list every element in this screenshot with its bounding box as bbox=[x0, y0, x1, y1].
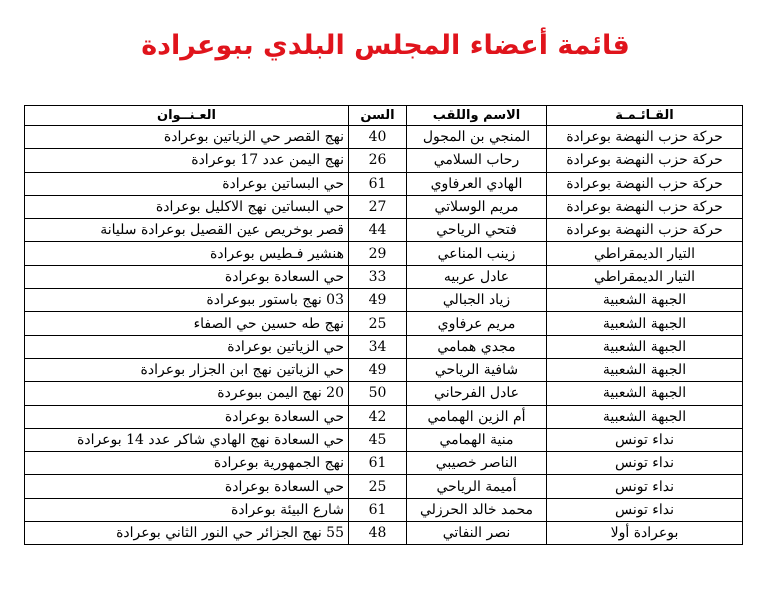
cell-address: نهج القصر حي الزياتين بوعرادة bbox=[25, 126, 349, 149]
cell-age: 42 bbox=[349, 405, 407, 428]
cell-list: الجبهة الشعبية bbox=[547, 335, 743, 358]
cell-name: نصر النفاتي bbox=[407, 522, 547, 545]
cell-list: التيار الديمقراطي bbox=[547, 265, 743, 288]
table-row bbox=[25, 475, 743, 498]
table-row bbox=[25, 522, 743, 545]
cell-age: 27 bbox=[349, 195, 407, 218]
cell-age: 40 bbox=[349, 126, 407, 149]
cell-address: 20 نهج اليمن ببوعردة bbox=[25, 382, 349, 405]
cell-age: 61 bbox=[349, 172, 407, 195]
table-header-row bbox=[25, 106, 743, 126]
cell-address: نهج الجمهورية بوعرادة bbox=[25, 452, 349, 475]
cell-age: 25 bbox=[349, 312, 407, 335]
cell-list: الجبهة الشعبية bbox=[547, 312, 743, 335]
table-row bbox=[25, 498, 743, 521]
cell-address: شارع البيئة بوعرادة bbox=[25, 498, 349, 521]
cell-address: حي البساتين بوعرادة bbox=[25, 172, 349, 195]
header-age: السن bbox=[349, 106, 407, 126]
cell-name: مجدي همامي bbox=[407, 335, 547, 358]
cell-name: الهادي العرفاوي bbox=[407, 172, 547, 195]
cell-address: 55 نهج الجزائر حي النور الثاني بوعرادة bbox=[25, 522, 349, 545]
cell-age: 26 bbox=[349, 149, 407, 172]
cell-list: حركة حزب النهضة بوعرادة bbox=[547, 195, 743, 218]
cell-list: حركة حزب النهضة بوعرادة bbox=[547, 126, 743, 149]
cell-age: 49 bbox=[349, 358, 407, 381]
members-table bbox=[24, 105, 743, 545]
cell-address: حي السعادة بوعرادة bbox=[25, 475, 349, 498]
cell-address: قصر بوخريص عين القصيل بوعرادة سليانة bbox=[25, 219, 349, 242]
table-row bbox=[25, 149, 743, 172]
cell-age: 61 bbox=[349, 498, 407, 521]
table-row bbox=[25, 172, 743, 195]
cell-name: زياد الجبالي bbox=[407, 289, 547, 312]
table-row bbox=[25, 358, 743, 381]
table-row bbox=[25, 452, 743, 475]
cell-name: زينب المناعي bbox=[407, 242, 547, 265]
cell-name: أميمة الرياحي bbox=[407, 475, 547, 498]
cell-list: الجبهة الشعبية bbox=[547, 405, 743, 428]
cell-age: 50 bbox=[349, 382, 407, 405]
table-row bbox=[25, 428, 743, 451]
table-row bbox=[25, 126, 743, 149]
cell-list: الجبهة الشعبية bbox=[547, 289, 743, 312]
cell-name: رحاب السلامي bbox=[407, 149, 547, 172]
cell-age: 61 bbox=[349, 452, 407, 475]
cell-name: محمد خالد الحرزلي bbox=[407, 498, 547, 521]
cell-name: شافية الرياحي bbox=[407, 358, 547, 381]
cell-list: نداء تونس bbox=[547, 498, 743, 521]
table-row bbox=[25, 405, 743, 428]
cell-list: حركة حزب النهضة بوعرادة bbox=[547, 219, 743, 242]
cell-age: 49 bbox=[349, 289, 407, 312]
table-row bbox=[25, 289, 743, 312]
cell-address: حي السعادة بوعرادة bbox=[25, 405, 349, 428]
table-row bbox=[25, 195, 743, 218]
cell-name: مريم الوسلاتي bbox=[407, 195, 547, 218]
cell-list: الجبهة الشعبية bbox=[547, 358, 743, 381]
table-row bbox=[25, 312, 743, 335]
cell-address: نهج اليمن عدد 17 بوعرادة bbox=[25, 149, 349, 172]
cell-list: حركة حزب النهضة بوعرادة bbox=[547, 149, 743, 172]
table-row bbox=[25, 382, 743, 405]
cell-age: 33 bbox=[349, 265, 407, 288]
table-row bbox=[25, 335, 743, 358]
table-row bbox=[25, 219, 743, 242]
cell-name: الناصر خصيبي bbox=[407, 452, 547, 475]
cell-list: نداء تونس bbox=[547, 428, 743, 451]
cell-name: المنجي بن المجول bbox=[407, 126, 547, 149]
cell-list: الجبهة الشعبية bbox=[547, 382, 743, 405]
cell-address: نهج طه حسين حي الصفاء bbox=[25, 312, 349, 335]
cell-list: نداء تونس bbox=[547, 475, 743, 498]
cell-age: 29 bbox=[349, 242, 407, 265]
cell-address: حي البساتين نهج الاكليل بوعرادة bbox=[25, 195, 349, 218]
cell-address: حي السعادة بوعرادة bbox=[25, 265, 349, 288]
cell-name: عادل عربيه bbox=[407, 265, 547, 288]
page-title: قائمة أعضاء المجلس البلدي ببوعرادة bbox=[141, 30, 630, 61]
cell-address: حي الزياتين بوعرادة bbox=[25, 335, 349, 358]
header-name: الاسم واللقب bbox=[407, 106, 547, 126]
table-row bbox=[25, 265, 743, 288]
cell-list: نداء تونس bbox=[547, 452, 743, 475]
cell-name: فتحي الرياحي bbox=[407, 219, 547, 242]
header-address: العـنــوان bbox=[25, 106, 349, 126]
cell-name: عادل الفرحاني bbox=[407, 382, 547, 405]
cell-address: هنشير فـطيس بوعرادة bbox=[25, 242, 349, 265]
cell-age: 44 bbox=[349, 219, 407, 242]
cell-list: حركة حزب النهضة بوعرادة bbox=[547, 172, 743, 195]
cell-name: أم الزين الهمامي bbox=[407, 405, 547, 428]
cell-list: بوعرادة أولا bbox=[547, 522, 743, 545]
table-row bbox=[25, 242, 743, 265]
cell-address: 03 نهج باستور ببوعرادة bbox=[25, 289, 349, 312]
cell-age: 34 bbox=[349, 335, 407, 358]
cell-name: مريم عرفاوي bbox=[407, 312, 547, 335]
header-list: القـائـمـة bbox=[547, 106, 743, 126]
cell-address: حي السعادة نهج الهادي شاكر عدد 14 بوعرادة bbox=[25, 428, 349, 451]
cell-age: 48 bbox=[349, 522, 407, 545]
cell-name: منية الهمامي bbox=[407, 428, 547, 451]
cell-age: 45 bbox=[349, 428, 407, 451]
cell-list: التيار الديمقراطي bbox=[547, 242, 743, 265]
cell-address: حي الزياتين نهج ابن الجزار بوعرادة bbox=[25, 358, 349, 381]
cell-age: 25 bbox=[349, 475, 407, 498]
